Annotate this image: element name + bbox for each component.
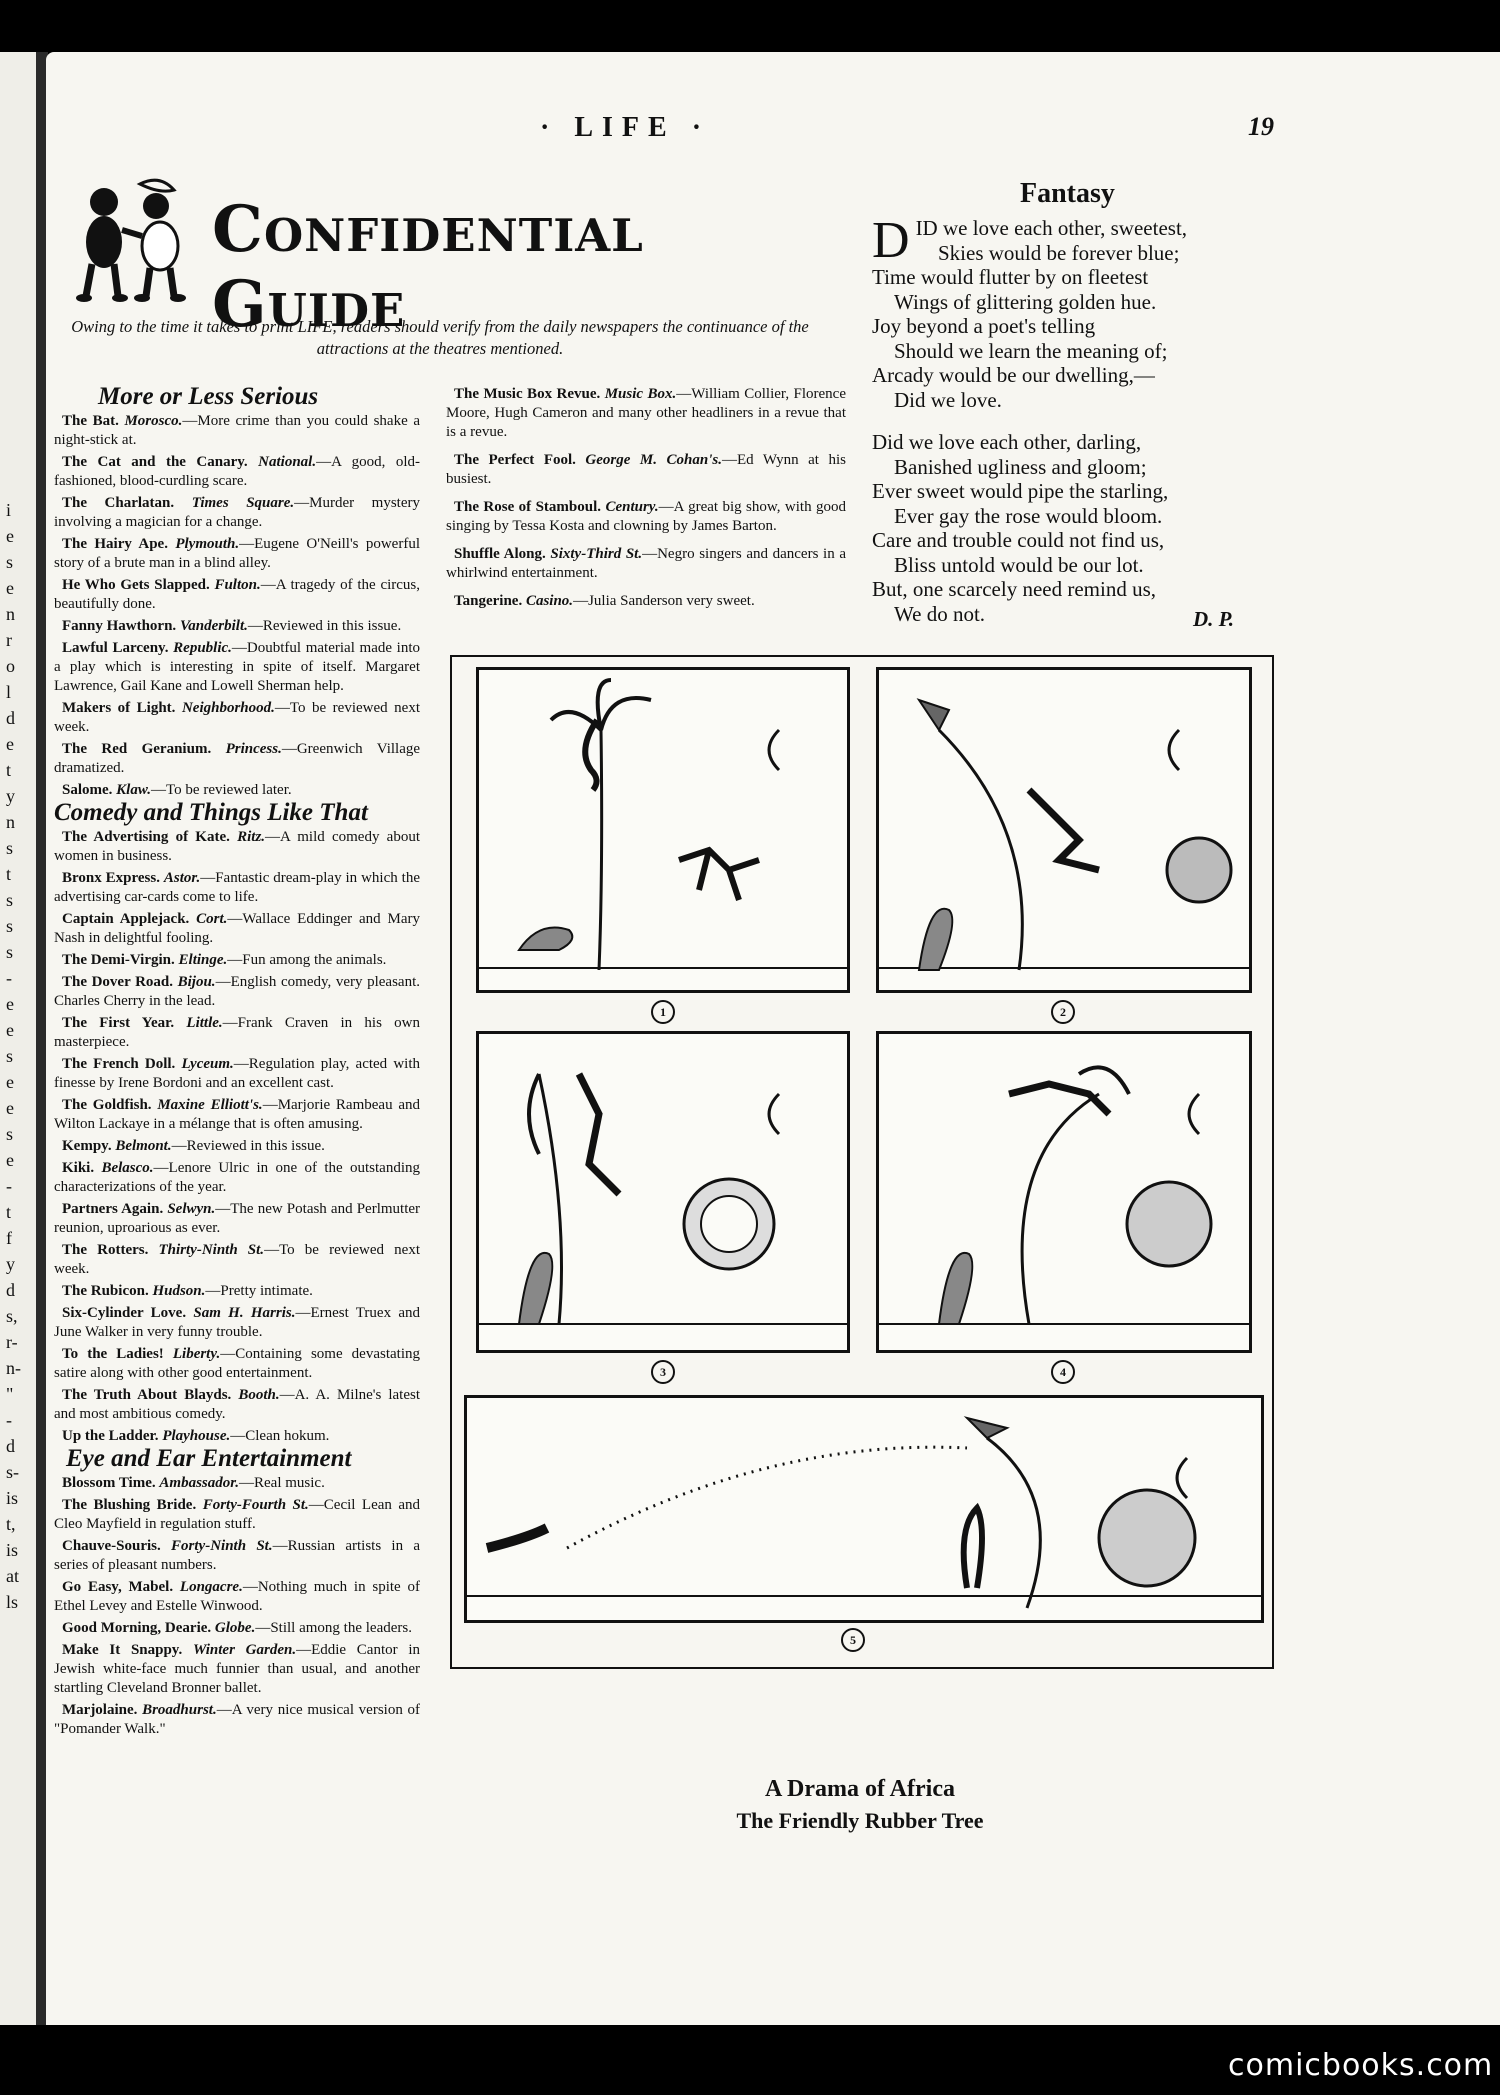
guide-entry	[54, 1055, 420, 1093]
swinging-monkey-illustration	[879, 1034, 1249, 1350]
facing-page-fragment: e	[6, 734, 14, 754]
facing-page-fragment: r-	[6, 1332, 18, 1352]
facing-page-fragment: s	[6, 1124, 14, 1144]
guide-note: Owing to the time it takes to print LIFE, readers should verify from the daily newspapers the continuance of the attractions at the theatres mentioned.	[71, 317, 809, 358]
show-description: —Fun among the animals.	[227, 952, 387, 968]
show-name: The Goldfish.	[62, 1097, 152, 1113]
guide-entry	[54, 828, 420, 866]
show-name: The Charlatan.	[62, 495, 175, 511]
venue-name: Playhouse.	[162, 1428, 231, 1444]
show-name: Captain Applejack.	[62, 911, 190, 927]
show-name: Lawful Larceny.	[62, 640, 169, 656]
palm-tree-illustration	[479, 670, 847, 990]
show-description: —To be reviewed later.	[151, 782, 292, 798]
show-description: —Russian artists in a series of pleasant numbers.	[54, 1538, 420, 1573]
venue-name: Sixty-Third St.	[550, 546, 643, 562]
show-name: Fanny Hawthorn.	[62, 618, 177, 634]
show-description: —Containing some devastating satire along with other good entertainment.	[54, 1346, 420, 1381]
venue-name: Sam H. Harris.	[193, 1305, 296, 1321]
show-name: The Perfect Fool.	[454, 452, 576, 468]
show-name: The Bat.	[62, 413, 119, 429]
section-title: Eye and Ear Entertainment	[66, 1445, 352, 1472]
poem-line: Care and trouble could not find us,	[872, 528, 1165, 552]
facing-page-fragment: n-	[6, 1358, 21, 1378]
section-list	[446, 385, 846, 611]
venue-name: Neighborhood.	[181, 700, 275, 716]
venue-name: Bijou.	[177, 974, 216, 990]
facing-page-fragment: s	[6, 916, 14, 936]
facing-page-fragment: f	[6, 1228, 12, 1248]
guide-entry	[54, 951, 420, 970]
show-name: Salome.	[62, 782, 113, 798]
venue-name: Vanderbilt.	[179, 618, 248, 634]
cartoon-strip	[450, 655, 1274, 1669]
panel-number: 1	[651, 1000, 675, 1024]
show-name: The Red Geranium.	[62, 741, 212, 757]
show-name: The Rotters.	[62, 1242, 149, 1258]
guide-entry	[54, 869, 420, 907]
venue-name: Century.	[605, 499, 659, 515]
show-name: The Blushing Bride.	[62, 1497, 197, 1513]
show-name: The Music Box Revue.	[454, 386, 601, 402]
guide-entry	[54, 973, 420, 1011]
facing-page-fragment: y	[6, 1254, 15, 1274]
bent-tree-illustration	[879, 670, 1249, 990]
show-description: —Wallace Eddinger and Mary Nash in delightful fooling.	[54, 911, 420, 946]
facing-page-fragment: t	[6, 760, 12, 780]
facing-page-fragment: l	[6, 682, 12, 702]
show-name: The Cat and the Canary.	[62, 454, 248, 470]
venue-name: Forty-Ninth St.	[171, 1538, 273, 1554]
guide-entry	[54, 781, 420, 800]
facing-page-fragment: s	[6, 890, 14, 910]
facing-page-fragment: d	[6, 1436, 15, 1456]
guide-title: Confidential Guide	[212, 192, 644, 342]
show-description: —Fantastic dream-play in which the advertising car-cards come to life.	[54, 870, 421, 905]
poem-line: We do not.	[894, 601, 986, 626]
show-description: —Real music.	[239, 1475, 325, 1491]
facing-page-fragment: d	[6, 1280, 15, 1300]
poem-line: But, one scarcely need remind us,	[872, 577, 1156, 601]
show-description: —Frank Craven in his own masterpiece.	[54, 1015, 420, 1050]
show-description: —A good, old-fashioned, blood-curdling scare.	[54, 454, 420, 489]
show-name: Tangerine.	[454, 593, 523, 609]
facing-page-fragment: i	[6, 500, 12, 520]
show-description: —Clean hokum.	[230, 1428, 330, 1444]
guide-entry	[54, 639, 420, 696]
facing-page-fragment: s	[6, 1046, 14, 1066]
show-name: To the Ladies!	[62, 1346, 164, 1362]
poem-line: Should we learn the meaning of;	[894, 338, 1168, 363]
show-description: —Eddie Cantor in Jewish white-face much funnier than usual, and another startling Cleveland Bronner ballet.	[54, 1642, 421, 1696]
guide-entry	[54, 1386, 420, 1424]
show-name: Kempy.	[62, 1138, 112, 1154]
poem	[872, 212, 1272, 626]
show-name: Up the Ladder.	[62, 1428, 159, 1444]
show-name: Blossom Time.	[62, 1475, 156, 1491]
show-description: —Murder mystery involving a magician for a change.	[54, 495, 421, 530]
facing-page-fragment: s	[6, 838, 14, 858]
panel-number: 2	[1051, 1000, 1075, 1024]
show-name: Partners Again.	[62, 1201, 164, 1217]
poem-title: Fantasy	[1020, 178, 1115, 209]
site-watermark: comicbooks.com	[1228, 2048, 1494, 2083]
poem-line: Bliss untold would be our lot.	[894, 552, 1144, 577]
venue-name: Selwyn.	[167, 1201, 216, 1217]
show-description: —Marjorie Rambeau and Wilton Lackaye in a mélange that is often amusing.	[54, 1097, 420, 1132]
guide-entry	[54, 1282, 420, 1301]
venue-name: Lyceum.	[181, 1056, 234, 1072]
facing-page-fragment: -	[6, 1176, 12, 1196]
venue-name: National.	[258, 454, 317, 470]
show-description: —Doubtful material made into a play which is interesting in spite of itself. Margaret Lawrence, Gail Kane and Lowell Sherman help.	[54, 640, 421, 694]
show-description: —Cecil Lean and Cleo Mayfield in regulation stuff.	[54, 1497, 420, 1532]
facing-page-fragment: e	[6, 1098, 14, 1118]
show-description: —Regulation play, acted with finesse by Irene Bordoni and an excellent cast.	[54, 1056, 420, 1091]
poem-line: Time would flutter by on fleetest	[872, 265, 1149, 289]
venue-name: Times Square.	[191, 495, 295, 511]
show-name: The Demi-Virgin.	[62, 952, 175, 968]
facing-page-fragment: -	[6, 1410, 12, 1430]
show-name: Marjolaine.	[62, 1702, 138, 1718]
guide-entry	[446, 545, 846, 583]
facing-page-fragment: o	[6, 656, 15, 676]
venue-name: Republic.	[173, 640, 232, 656]
poem-signature: D. P.	[1193, 607, 1235, 631]
venue-name: Cort.	[196, 911, 228, 927]
guide-entry	[54, 1096, 420, 1134]
guide-banner-figures-illustration	[70, 172, 210, 312]
facing-page-fragment: n	[6, 812, 15, 832]
facing-page-fragment: -	[6, 968, 12, 988]
show-description: —William Collier, Florence Moore, Hugh Cameron and many other headliners in a revue that is a revue.	[446, 386, 846, 440]
show-name: Kiki.	[62, 1160, 95, 1176]
show-description: —A. A. Milne's latest and most ambitious comedy.	[54, 1387, 420, 1422]
show-description: —A great big show, with good singing by Tessa Kosta and clowning by James Barton.	[446, 499, 847, 534]
show-name: Shuffle Along.	[454, 546, 546, 562]
poem-line: Banished ugliness and gloom;	[894, 454, 1147, 479]
venue-name: Little.	[186, 1015, 223, 1031]
show-name: Make It Snappy.	[62, 1642, 183, 1658]
facing-page-fragment: t,	[6, 1514, 16, 1534]
show-description: —A tragedy of the circus, beautifully done.	[54, 577, 421, 612]
show-description: —Ernest Truex and June Walker in very funny trouble.	[54, 1305, 420, 1340]
show-name: The Rubicon.	[62, 1283, 149, 1299]
show-description: —Nothing much in spite of Ethel Levey and Estelle Winwood.	[54, 1579, 420, 1614]
facing-page-fragment: e	[6, 1150, 14, 1170]
facing-page-fragment: d	[6, 708, 15, 728]
guide-entry	[54, 1427, 420, 1446]
guide-entry	[54, 1241, 420, 1279]
cartoon-caption-subtitle: The Friendly Rubber Tree	[736, 1808, 984, 1833]
show-description: —The new Potash and Perlmutter reunion, uproarious as ever.	[54, 1201, 421, 1236]
venue-name: Forty-Fourth St.	[202, 1497, 309, 1513]
show-description: —A mild comedy about women in business.	[54, 829, 420, 864]
section-title: Comedy and Things Like That	[54, 799, 368, 826]
poem-line: Ever sweet would pipe the starling,	[872, 479, 1169, 503]
masthead: · LIFE ·	[540, 112, 711, 143]
venue-name: Klaw.	[116, 782, 152, 798]
guide-entry	[446, 451, 846, 489]
guide-entry	[54, 494, 420, 532]
show-name: Makers of Light.	[62, 700, 176, 716]
venue-name: Broadhurst.	[142, 1702, 217, 1718]
guide-entry	[54, 910, 420, 948]
guide-entry	[54, 1619, 420, 1638]
show-name: Chauve-Souris.	[62, 1538, 161, 1554]
section-list	[54, 1474, 420, 1739]
venue-name: Plymouth.	[175, 536, 240, 552]
panel-number: 3	[651, 1360, 675, 1384]
show-name: Bronx Express.	[62, 870, 160, 886]
show-description: —Ed Wynn at his busiest.	[446, 452, 846, 487]
guide-entry	[54, 1200, 420, 1238]
poem-line: Did we love each other, darling,	[872, 430, 1142, 454]
guide-entry	[54, 1159, 420, 1197]
facing-page-fragment: y	[6, 786, 15, 806]
facing-page-fragment: is	[6, 1488, 19, 1508]
show-description: —More crime than you could shake a night-stick at.	[54, 413, 420, 448]
facing-page-fragment: e	[6, 526, 14, 546]
venue-name: Globe.	[214, 1620, 256, 1636]
show-name: Good Morning, Dearie.	[62, 1620, 212, 1636]
venue-name: George M. Cohan's.	[585, 452, 722, 468]
facing-page-fragment: at	[6, 1566, 19, 1586]
venue-name: Music Box.	[604, 386, 677, 402]
monkey-and-lion-illustration	[479, 1034, 847, 1350]
facing-page-fragment: e	[6, 578, 14, 598]
venue-name: Belasco.	[101, 1160, 154, 1176]
show-description: —A very nice musical version of "Pomander Walk."	[54, 1702, 420, 1737]
poem-line: Did we love.	[894, 387, 1002, 412]
guide-entry	[446, 385, 846, 442]
venue-name: Booth.	[238, 1387, 280, 1403]
venue-name: Casino.	[525, 593, 574, 609]
venue-name: Longacre.	[179, 1579, 243, 1595]
poem-line: Skies would be forever blue;	[938, 240, 1180, 265]
show-description: —To be reviewed next week.	[54, 1242, 420, 1277]
facing-page-fragment: n	[6, 604, 15, 624]
guide-entry	[54, 1014, 420, 1052]
section-list	[54, 828, 420, 1446]
facing-page-fragment: e	[6, 1072, 14, 1092]
guide-entry	[54, 740, 420, 778]
show-description: —To be reviewed next week.	[54, 700, 420, 735]
guide-column-right	[446, 385, 846, 620]
facing-page-fragment: s	[6, 942, 14, 962]
venue-name: Belmont.	[115, 1138, 172, 1154]
show-name: The First Year.	[62, 1015, 175, 1031]
show-name: Six-Cylinder Love.	[62, 1305, 187, 1321]
guide-entry	[54, 1345, 420, 1383]
guide-entry	[54, 1641, 420, 1698]
show-description: —Reviewed in this issue.	[247, 618, 402, 634]
guide-entry	[54, 617, 420, 636]
guide-entry	[54, 699, 420, 737]
show-name: He Who Gets Slapped.	[62, 577, 210, 593]
venue-name: Princess.	[225, 741, 282, 757]
show-name: The Truth About Blayds.	[62, 1387, 232, 1403]
cartoon-caption-title: A Drama of Africa	[765, 1776, 955, 1802]
show-name: The Rose of Stamboul.	[454, 499, 602, 515]
venue-name: Liberty.	[172, 1346, 221, 1362]
venue-name: Eltinge.	[178, 952, 228, 968]
facing-page-fragment: t	[6, 1202, 12, 1222]
show-description: —Lenore Ulric in one of the outstanding characterizations of the year.	[54, 1160, 421, 1195]
show-description: —Still among the leaders.	[255, 1620, 412, 1636]
venue-name: Winter Garden.	[192, 1642, 297, 1658]
cartoon-panel-2	[876, 667, 1252, 1019]
cartoon-panel-3	[476, 1031, 850, 1379]
venue-name: Morosco.	[124, 413, 183, 429]
show-description: —Eugene O'Neill's powerful story of a brute man in a blind alley.	[54, 536, 420, 571]
drop-cap: D	[872, 212, 910, 269]
venue-name: Ambassador.	[159, 1475, 239, 1491]
guide-entry	[54, 1537, 420, 1575]
poem-line: Arcady would be our dwelling,—	[872, 363, 1155, 387]
poem-line: Ever gay the rose would bloom.	[894, 503, 1163, 528]
show-description: —Greenwich Village dramatized.	[54, 741, 421, 776]
venue-name: Hudson.	[152, 1283, 206, 1299]
facing-page-fragment: e	[6, 1020, 14, 1040]
panel-number: 5	[841, 1628, 865, 1652]
guide-entry	[446, 498, 846, 536]
show-description: —Pretty intimate.	[205, 1283, 313, 1299]
venue-name: Fulton.	[214, 577, 261, 593]
guide-entry	[54, 576, 420, 614]
facing-page-fragment: "	[6, 1384, 14, 1404]
guide-entry	[54, 1496, 420, 1534]
venue-name: Thirty-Ninth St.	[158, 1242, 265, 1258]
show-name: The Advertising of Kate.	[62, 829, 230, 845]
poem-line: Wings of glittering golden hue.	[894, 289, 1157, 314]
guide-entry	[446, 592, 846, 611]
show-name: The Hairy Ape.	[62, 536, 168, 552]
venue-name: Maxine Elliott's.	[157, 1097, 263, 1113]
show-name: The French Doll.	[62, 1056, 176, 1072]
cartoon-panel-5	[464, 1395, 1264, 1647]
show-description: —Julia Sanderson very sweet.	[573, 593, 755, 609]
guide-entry	[54, 1701, 420, 1739]
venue-name: Astor.	[163, 870, 201, 886]
guide-entry	[54, 453, 420, 491]
facing-page-fragment: s-	[6, 1462, 19, 1482]
poem-line: ID we love each other, sweetest,	[915, 216, 1188, 240]
panel-number: 4	[1051, 1360, 1075, 1384]
show-name: The Dover Road.	[62, 974, 174, 990]
cartoon-panel-1	[476, 667, 850, 1019]
facing-page-fragment: r	[6, 630, 12, 650]
guide-entry	[54, 1137, 420, 1156]
facing-page-fragment: s	[6, 552, 14, 572]
guide-entry	[54, 535, 420, 573]
show-description: —English comedy, very pleasant. Charles Cherry in the lead.	[54, 974, 421, 1009]
facing-page-fragment: s,	[6, 1306, 18, 1326]
guide-entry	[54, 1474, 420, 1493]
cartoon-panel-4	[876, 1031, 1252, 1379]
facing-page-fragment: e	[6, 994, 14, 1014]
guide-entry	[54, 1304, 420, 1342]
venue-name: Ritz.	[237, 829, 266, 845]
facing-page-fragment: ls	[6, 1592, 19, 1612]
facing-page-fragment: is	[6, 1540, 19, 1560]
section-title: More or Less Serious	[98, 383, 319, 410]
poem-line: Joy beyond a poet's telling	[872, 314, 1096, 338]
section-list	[54, 412, 420, 800]
show-description: —Negro singers and dancers in a whirlwind entertainment.	[446, 546, 846, 581]
page-number: 19	[1248, 112, 1274, 141]
guide-column-left	[54, 385, 420, 1742]
guide-entry	[54, 1578, 420, 1616]
facing-page-fragment: t	[6, 864, 12, 884]
guide-entry	[54, 412, 420, 450]
launched-monkey-illustration	[467, 1398, 1261, 1620]
show-description: —Reviewed in this issue.	[171, 1138, 325, 1154]
show-name: Go Easy, Mabel.	[62, 1579, 174, 1595]
